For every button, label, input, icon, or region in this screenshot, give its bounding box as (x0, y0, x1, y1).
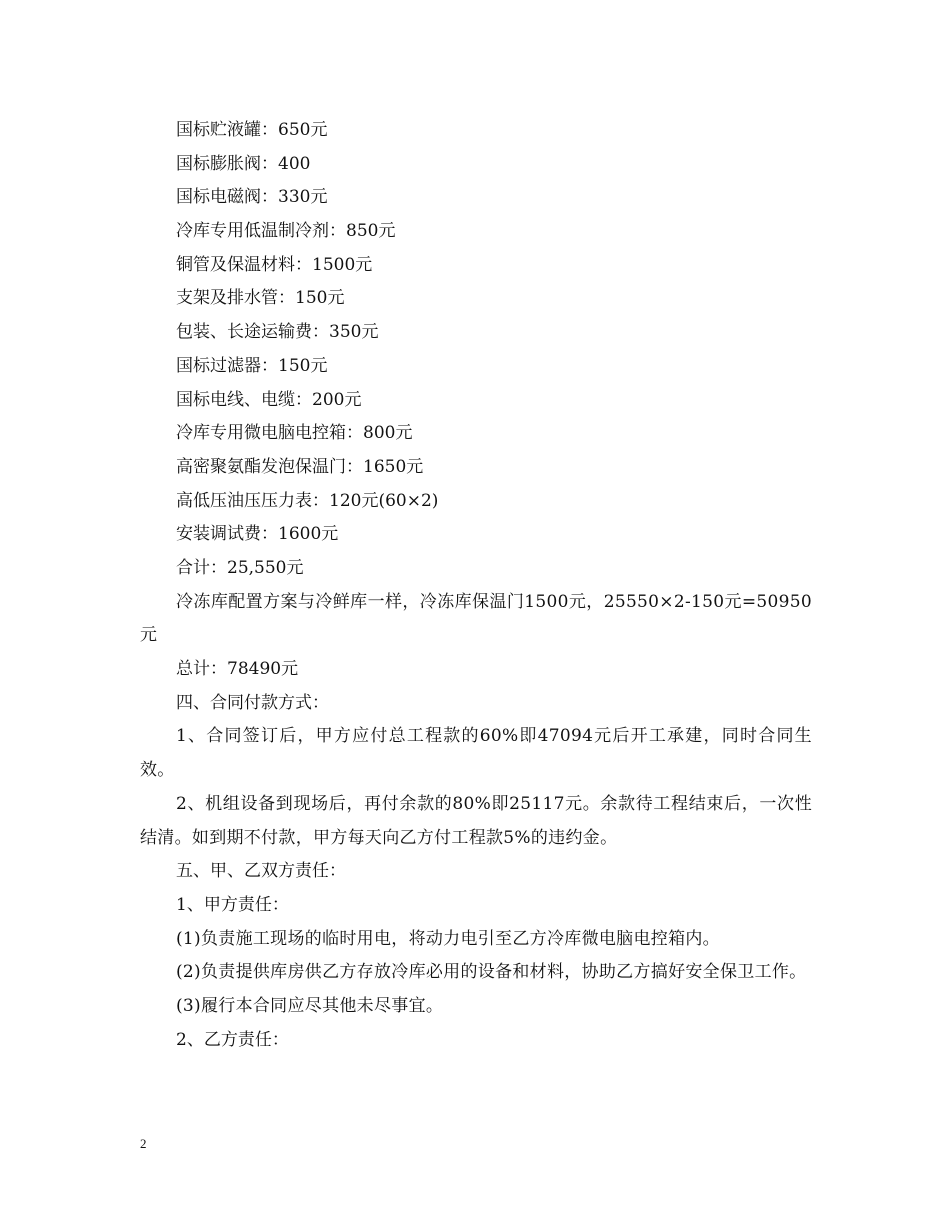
page-content (140, 114, 812, 1057)
party-a-duty-2: (2)负责提供库房供乙方存放冷库必用的设备和材料，协助乙方搞好安全保卫工作。 (176, 962, 807, 983)
item-line: 高低压油压压力表：120元(60×2) (176, 490, 439, 511)
item-line: 国标电磁阀：330元 (176, 187, 328, 208)
item-line: 国标膨胀阀：400 (176, 153, 311, 174)
subtotal-line: 合计：25,550元 (176, 557, 304, 578)
subsection-heading: 1、甲方责任： (176, 894, 289, 915)
section-heading: 五、甲、乙双方责任： (176, 861, 346, 882)
page-number: 2 (140, 1136, 147, 1151)
item-line: 包装、长途运输费：350元 (176, 322, 379, 343)
item-line: 国标电线、电缆：200元 (176, 389, 362, 410)
item-line: 冷库专用微电脑电控箱：800元 (176, 423, 413, 444)
payment-clause-1: 1、合同签订后，甲方应付总工程款的60%即47094元后开工承建，同时合同生效。 (140, 726, 812, 781)
item-line: 支架及排水管：150元 (176, 288, 345, 309)
party-a-duty-3: (3)履行本合同应尽其他未尽事宜。 (176, 996, 444, 1016)
item-line: 高密聚氨酯发泡保温门：1650元 (176, 456, 424, 477)
section-heading: 四、合同付款方式： (176, 692, 329, 713)
item-line: 国标贮液罐：650元 (176, 120, 328, 140)
item-line: 铜管及保温材料：1500元 (176, 254, 373, 275)
party-a-duty-1: (1)负责施工现场的临时用电，将动力电引至乙方冷库微电脑电控箱内。 (176, 928, 720, 949)
freezer-config-paragraph: 冷冻库配置方案与冷鲜库一样，冷冻库保温门1500元，25550×2-150元=50950元 (140, 591, 812, 646)
item-line: 国标过滤器：150元 (176, 355, 328, 376)
item-line: 冷库专用低温制冷剂：850元 (176, 221, 396, 242)
total-line: 总计：78490元 (176, 659, 299, 680)
payment-clause-2: 2、机组设备到现场后，再付余款的80%即25117元。余款待工程结束后，一次性结清。如到期不付款，甲方每天向乙方付工程款5%的违约金。 (140, 793, 812, 848)
subsection-heading: 2、乙方责任： (176, 1029, 289, 1050)
item-line: 安装调试费：1600元 (176, 524, 339, 545)
